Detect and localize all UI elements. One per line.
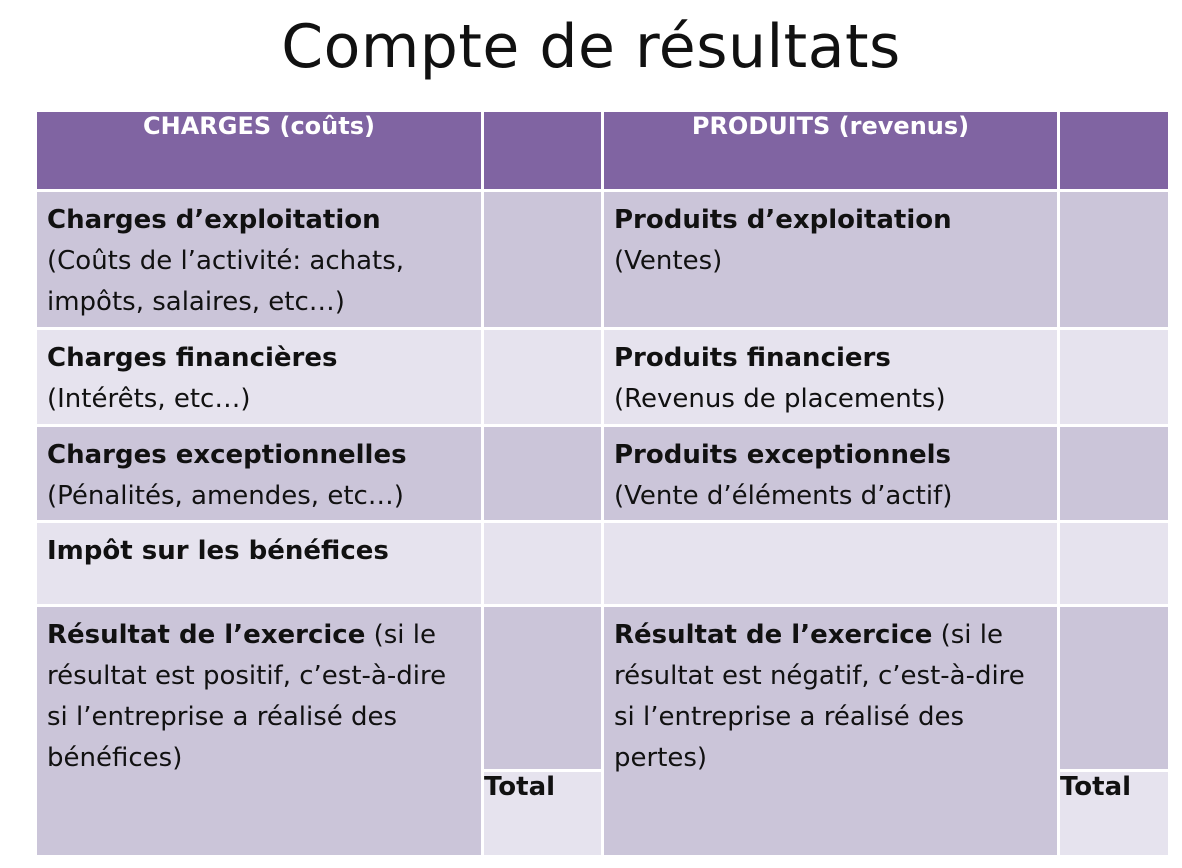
charges-desc: (Pénalités, amendes, etc…) — [47, 481, 404, 511]
produits-desc: (si le résultat est négatif, c’est-à-dire si l’entreprise a réalisé des pertes) — [614, 620, 1025, 773]
charges-title: Charges d’exploitation — [47, 205, 381, 235]
charges-cell — [36, 426, 483, 522]
produits-cell — [603, 329, 1059, 426]
produits-desc: (Revenus de placements) — [614, 384, 946, 414]
produits-amount-cell — [1059, 329, 1170, 426]
produits-cell — [603, 426, 1059, 522]
charges-title: Charges financières — [47, 343, 338, 373]
charges-title: Impôt sur les bénéfices — [47, 536, 389, 566]
table-row — [36, 191, 1170, 329]
charges-desc: (Intérêts, etc…) — [47, 384, 251, 414]
header-charges: CHARGES (coûts) — [36, 111, 483, 191]
produits-amount-cell — [1059, 606, 1170, 771]
charges-amount-cell — [483, 606, 603, 771]
charges-title: Résultat de l’exercice — [47, 620, 366, 650]
produits-title: Produits financiers — [614, 343, 891, 373]
header-charges-amount — [483, 111, 603, 191]
produits-cell — [603, 191, 1059, 329]
produits-desc: (Vente d’éléments d’actif) — [614, 481, 953, 511]
table-header-row — [36, 111, 1170, 191]
charges-cell — [36, 191, 483, 329]
charges-amount-cell — [483, 426, 603, 522]
charges-cell — [36, 606, 483, 857]
page-title: Compte de résultats — [281, 12, 901, 82]
table-row — [36, 522, 1170, 606]
produits-title: Produits exceptionnels — [614, 440, 952, 470]
table-row — [36, 329, 1170, 426]
produits-cell — [603, 522, 1059, 606]
produits-amount-cell — [1059, 426, 1170, 522]
produits-amount-cell — [1059, 522, 1170, 606]
charges-desc: (si le résultat est positif, c’est-à-dire si l’entreprise a réalisé des bénéfices) — [47, 620, 447, 773]
income-statement-table — [34, 109, 1171, 858]
produits-desc: (Ventes) — [614, 246, 723, 276]
charges-title: Charges exceptionnelles — [47, 440, 407, 470]
total-label-charges: Total — [483, 771, 603, 857]
charges-cell — [36, 522, 483, 606]
produits-cell — [603, 606, 1059, 857]
header-produits-amount — [1059, 111, 1170, 191]
produits-title: Résultat de l’exercice — [614, 620, 933, 650]
produits-amount-cell — [1059, 191, 1170, 329]
table-row — [36, 606, 1170, 771]
total-label-produits: Total — [1059, 771, 1170, 857]
produits-title: Produits d’exploitation — [614, 205, 952, 235]
header-produits: PRODUITS (revenus) — [603, 111, 1059, 191]
charges-desc: (Coûts de l’activité: achats, impôts, salaires, etc…) — [47, 246, 405, 317]
charges-amount-cell — [483, 191, 603, 329]
table-row — [36, 426, 1170, 522]
charges-cell — [36, 329, 483, 426]
charges-amount-cell — [483, 329, 603, 426]
charges-amount-cell — [483, 522, 603, 606]
